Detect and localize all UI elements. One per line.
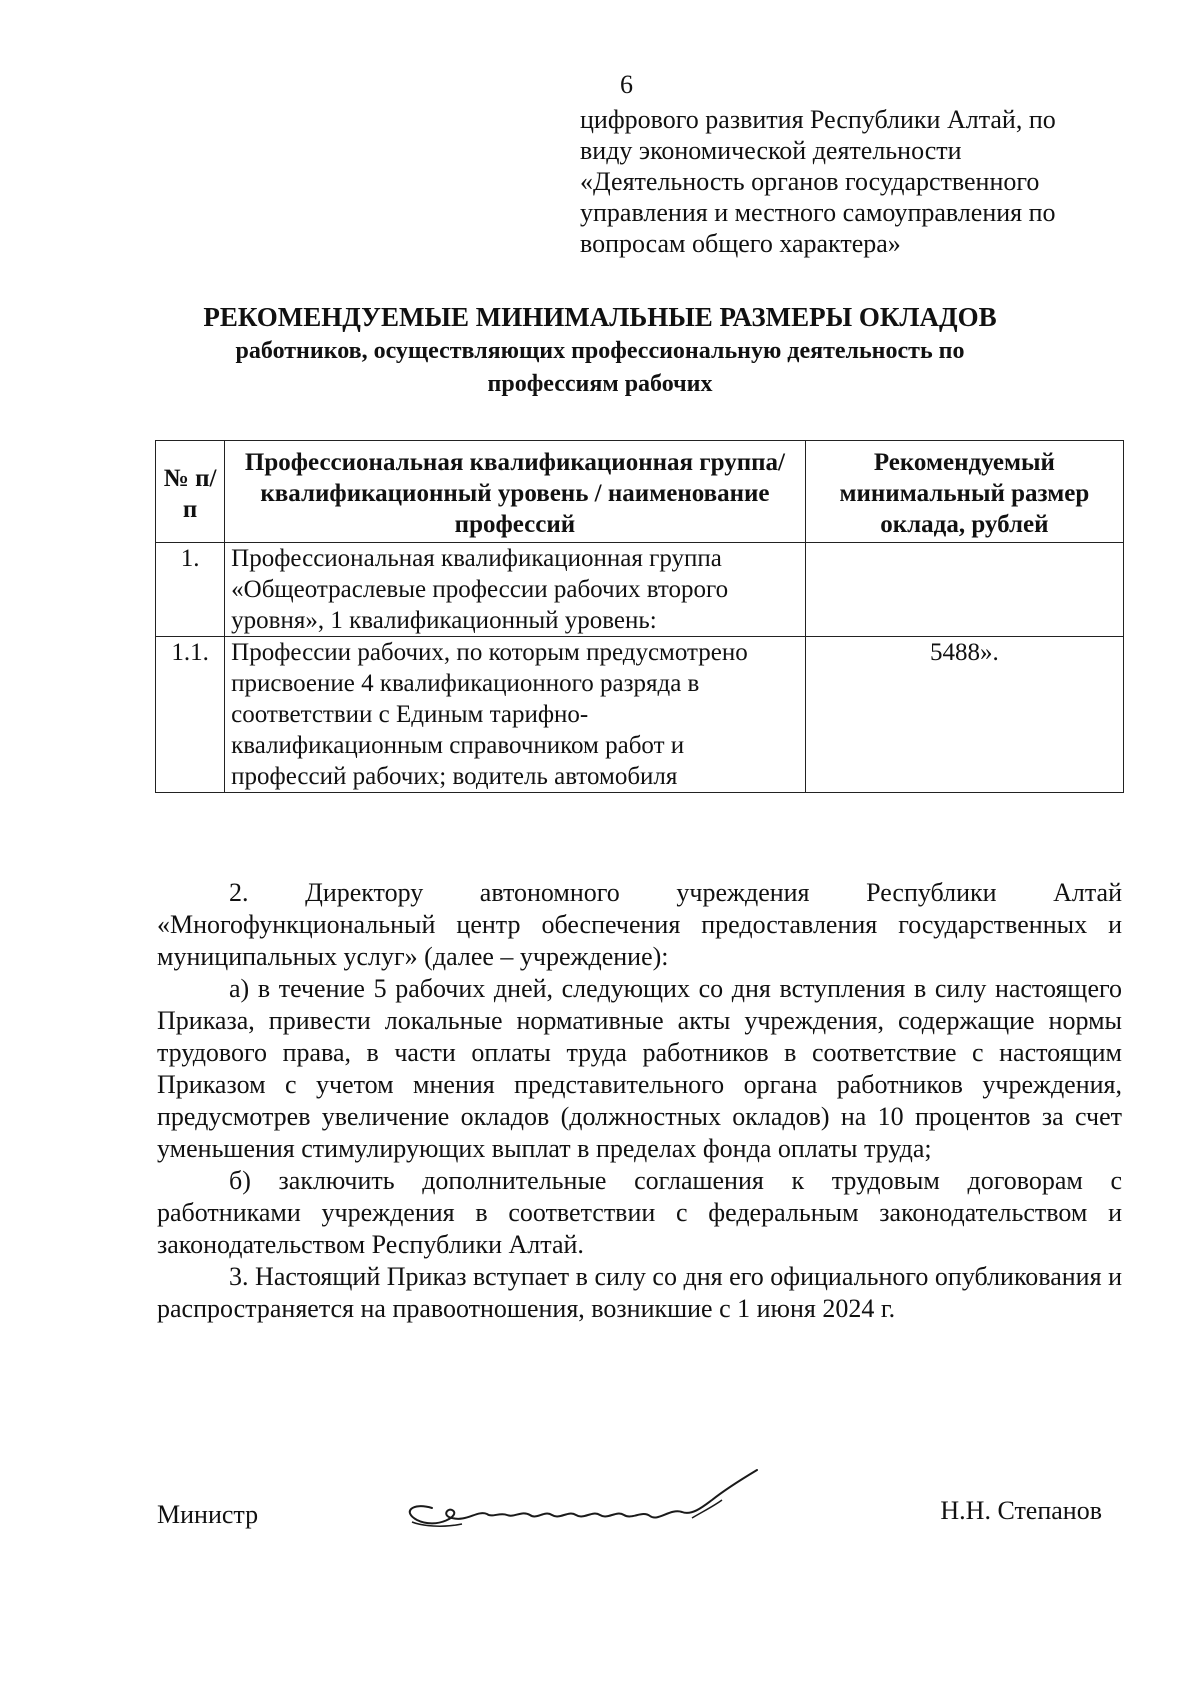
document-title (150, 300, 1050, 400)
table-header-row (156, 441, 1124, 543)
title-sub-1: работников, осуществляющих профессиональную деятельность по (235, 338, 965, 364)
header-line: виду экономической деятельности (580, 136, 962, 165)
header-line: вопросам общего характера» (580, 229, 901, 258)
header-number: № п/п (156, 441, 225, 543)
header-line: «Деятельность органов государственного (580, 167, 1040, 196)
table-row (156, 543, 1124, 637)
table-row (156, 637, 1124, 793)
signature-block (157, 1480, 1122, 1560)
header-line: цифрового развития Республики Алтай, по (580, 105, 1056, 134)
page-number: 6 (620, 70, 633, 99)
signer-name: Н.Н. Степанов (940, 1496, 1102, 1525)
signature-image (392, 1460, 772, 1550)
title-sub-2: профессиям рабочих (487, 371, 713, 397)
row-group: Профессии рабочих, по которым предусмотрено присвоение 4 квалификационного разряда в соответствии с Единым тарифно-квалификационным справочником работ и профессий рабочих; водитель автомобиля (225, 637, 806, 793)
header-line: управления и местного самоуправления по (580, 198, 1056, 227)
signer-title: Министр (157, 1500, 259, 1529)
row-number: 1. (156, 543, 225, 637)
paragraph: б) заключить дополнительные соглашения к трудовым договорам с работниками учреждения в соответствии с федеральным законодательством и законодательством Республики Алтай. (157, 1166, 1122, 1259)
document-body (157, 877, 1122, 1325)
row-salary (805, 543, 1123, 637)
row-group: Профессиональная квалификационная группа «Общеотраслевые профессии рабочих второго уровня», 1 квалификационный уровень: (225, 543, 806, 637)
header-group: Профессиональная квалификационная группа/квалификационный уровень / наименование профессий (225, 441, 806, 543)
row-number: 1.1. (156, 637, 225, 793)
paragraph: 2. Директору автономного учреждения Республики Алтай «Многофункциональный центр обеспечения предоставления государственных и муниципальных услуг» (далее – учреждение): (157, 878, 1122, 971)
document-header (580, 104, 1120, 259)
title-main: РЕКОМЕНДУЕМЫЕ МИНИМАЛЬНЫЕ РАЗМЕРЫ ОКЛАДОВ (203, 302, 997, 332)
row-salary: 5488». (805, 637, 1123, 793)
paragraph: а) в течение 5 рабочих дней, следующих со дня вступления в силу настоящего Приказа, привести локальные нормативные акты учреждения, содержащие нормы трудового права, в части оплаты труда работников в соответствие с настоящим Приказом с учетом мнения представительного органа работников учреждения, предусмотрев увеличение окладов (должностных окладов) на 10 процентов за счет уменьшения стимулирующих выплат в пределах фонда оплаты труда; (157, 974, 1122, 1163)
salary-table (155, 440, 1124, 793)
header-salary: Рекомендуемый минимальный размер оклада, рублей (805, 441, 1123, 543)
paragraph: 3. Настоящий Приказ вступает в силу со дня его официального опубликования и распространяется на правоотношения, возникшие с 1 июня 2024 г. (157, 1262, 1122, 1323)
